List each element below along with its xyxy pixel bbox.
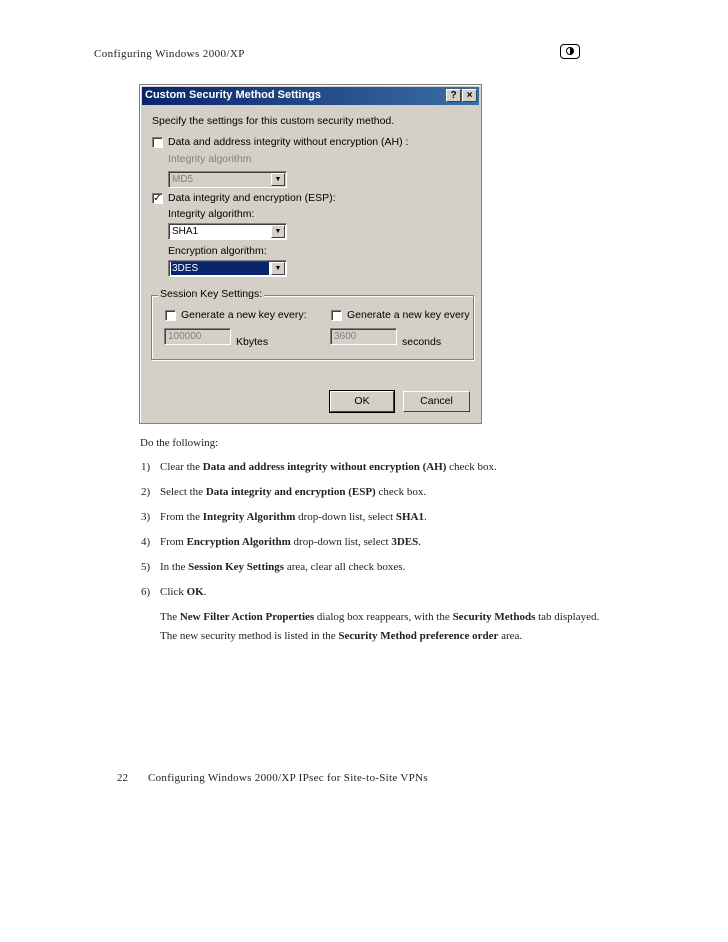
close-button[interactable]: × <box>462 89 477 102</box>
dialog-title: Custom Security Method Settings <box>145 89 322 101</box>
result-note-1: The New Filter Action Properties dialog box reappears, with the Security Methods tab displayed. <box>160 611 600 623</box>
seconds-input <box>330 328 397 345</box>
step-number: 1) <box>141 461 151 473</box>
step-number: 6) <box>141 586 151 598</box>
step-number: 5) <box>141 561 151 573</box>
cancel-button[interactable]: Cancel <box>403 391 470 412</box>
list-item <box>141 561 701 586</box>
instructions-intro: Do the following: <box>140 437 219 449</box>
ah-checkbox[interactable] <box>152 137 163 148</box>
ah-integrity-value: MD5 <box>172 174 194 185</box>
step-text: Select the Data integrity and encryption (ESP) check box. <box>160 486 427 498</box>
chevron-down-icon[interactable]: ▼ <box>271 262 285 275</box>
kbytes-checkbox-label: Generate a new key every: <box>181 309 307 321</box>
ah-integrity-label: Integrity algorithm <box>168 153 252 165</box>
step-number: 4) <box>141 536 151 548</box>
footer-title: Configuring Windows 2000/XP IPsec for Site-to-Site VPNs <box>148 772 428 784</box>
ok-button[interactable]: OK <box>330 391 394 412</box>
seconds-checkbox[interactable] <box>331 310 342 321</box>
list-item <box>141 536 701 561</box>
chevron-down-icon[interactable]: ▼ <box>271 225 285 238</box>
ah-checkbox-label: Data and address integrity without encryption (AH) : <box>168 136 409 148</box>
encryption-label: Encryption algorithm: <box>168 245 267 257</box>
help-button[interactable]: ? <box>446 89 461 102</box>
page-number: 22 <box>117 772 128 784</box>
list-item <box>141 461 701 486</box>
step-text: Clear the Data and address integrity without encryption (AH) check box. <box>160 461 497 473</box>
kbytes-value: 100000 <box>168 331 202 342</box>
step-text: From Encryption Algorithm drop-down list, select 3DES. <box>160 536 421 548</box>
esp-integrity-value: SHA1 <box>172 226 199 237</box>
ah-integrity-select <box>168 171 287 188</box>
esp-integrity-label: Integrity algorithm: <box>168 208 255 220</box>
section-icon <box>560 44 580 59</box>
seconds-value: 3600 <box>334 331 357 342</box>
steps-list <box>141 461 701 611</box>
list-item <box>141 586 701 611</box>
kbytes-input <box>164 328 231 345</box>
step-text: Click OK. <box>160 586 207 598</box>
chevron-down-icon: ▼ <box>271 173 285 186</box>
esp-checkbox[interactable]: ✓ <box>153 193 162 204</box>
seconds-unit: seconds <box>402 336 442 348</box>
esp-checkbox-label: Data integrity and encryption (ESP): <box>168 192 336 204</box>
step-text: In the Session Key Settings area, clear all check boxes. <box>160 561 406 573</box>
step-text: From the Integrity Algorithm drop-down list, select SHA1. <box>160 511 427 523</box>
list-item <box>141 486 701 511</box>
kbytes-checkbox[interactable] <box>165 310 176 321</box>
dialog-title-bar[interactable] <box>142 87 479 105</box>
seconds-checkbox-label: Generate a new key every <box>347 309 470 321</box>
list-item <box>141 511 701 536</box>
esp-integrity-select[interactable] <box>168 223 287 240</box>
step-number: 2) <box>141 486 151 498</box>
result-note-2: The new security method is listed in the Security Method preference order area. <box>160 630 523 642</box>
custom-security-method-dialog <box>139 84 482 424</box>
encryption-select[interactable] <box>168 260 287 277</box>
session-key-group <box>151 288 474 360</box>
kbytes-unit: Kbytes <box>236 336 269 348</box>
step-number: 3) <box>141 511 151 523</box>
encryption-value: 3DES <box>171 262 269 275</box>
running-header: Configuring Windows 2000/XP <box>94 48 245 60</box>
session-key-group-label: Session Key Settings: <box>160 288 263 300</box>
dialog-instruction: Specify the settings for this custom security method. <box>152 115 395 127</box>
